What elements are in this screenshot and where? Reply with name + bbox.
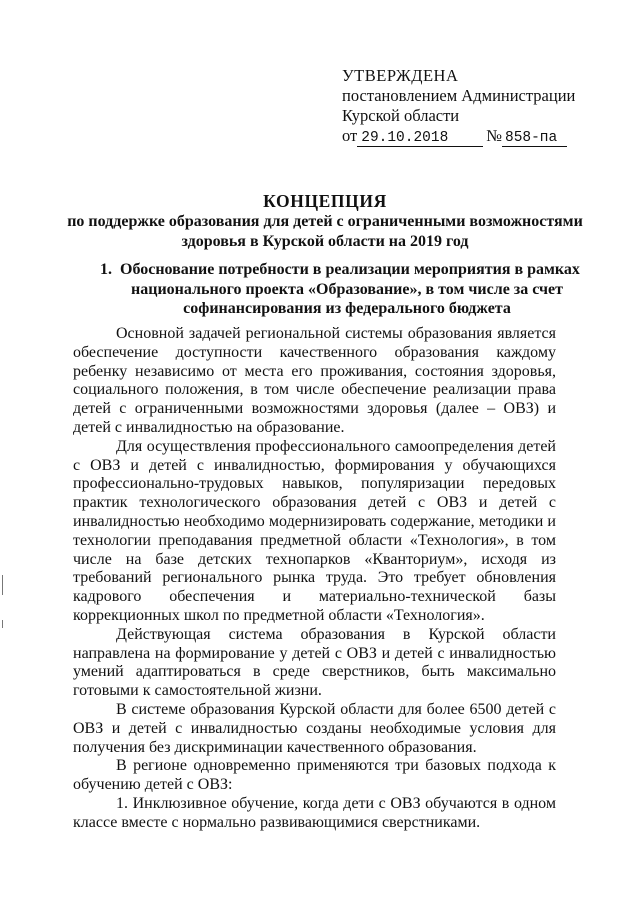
paragraph: Действующая система образования в Курской области направлена на формирование у детей с ОВЗ и детей с инвалидностью умений адаптироваться в среде сверстников, быть максимально готовыми к самостоятельной жизни.	[73, 625, 556, 700]
approval-date: 29.10.2018	[357, 130, 483, 147]
paragraph: 1. Инклюзивное обучение, когда дети с ОВЗ обучаются в одном классе вместе с нормально развивающимися сверстниками.	[73, 794, 556, 831]
scan-edge-mark	[2, 575, 3, 595]
paragraph: Для осуществления профессионального самоопределения детей с ОВЗ и детей с инвалидностью, формирования у обучающихся профессионально-трудовых навыков, популяризации передовых практик технологического образования детей с ОВЗ и детей с инвалидностью необходимо модернизировать содержание, методики и технологии преподавания предметной области «Технология», в том числе на базе детских технопарков «Кванториум», исходя из требований регионального рынка труда. Это требует обновления кадрового обеспечения и материально-технической базы коррекционных школ по предметной области «Технология».	[73, 437, 556, 624]
date-prefix: от	[342, 126, 358, 145]
scan-edge-mark	[2, 620, 3, 628]
title-main: КОНЦЕПЦИЯ	[263, 191, 387, 211]
section-line-2: национального проекта «Образование», в том числе за счет	[131, 280, 563, 298]
approval-stamp	[342, 66, 582, 147]
paragraph: В регионе одновременно применяются три базовых подхода к обучению детей с ОВЗ:	[73, 757, 556, 794]
section-line-1: Обоснование потребности в реализации мероприятия в рамках	[120, 261, 580, 278]
section-number: 1.	[100, 261, 112, 278]
approval-number: 858-па	[502, 130, 567, 147]
section-line-3: софинансирования из федерального бюджета	[183, 300, 511, 317]
number-sign: №	[486, 126, 502, 145]
document-title	[60, 190, 590, 252]
section-heading	[100, 260, 580, 319]
approval-date-line	[342, 126, 582, 147]
approval-heading: УТВЕРЖДЕНА	[342, 66, 459, 85]
approval-line-1: постановлением Администрации	[342, 86, 576, 105]
body-text	[73, 325, 556, 833]
title-line-2: здоровья в Курской области на 2019 год	[181, 233, 469, 250]
title-line-1: по поддержке образования для детей с ограниченными возможностями	[67, 213, 583, 230]
paragraph: Основной задачей региональной системы образования является обеспечение доступности качественного образования каждому ребенку независимо от места его проживания, состояния здоровья, социального положения, в том числе обеспечение реализации права детей с ограниченными возможностями здоровья (далее – ОВЗ) и детей с инвалидностью на образование.	[73, 325, 556, 436]
approval-line-2: Курской области	[342, 106, 460, 125]
paragraph: В системе образования Курской области для более 6500 детей с ОВЗ и детей с инвалидностью созданы необходимые условия для получения без дискриминации качественного образования.	[73, 700, 556, 756]
